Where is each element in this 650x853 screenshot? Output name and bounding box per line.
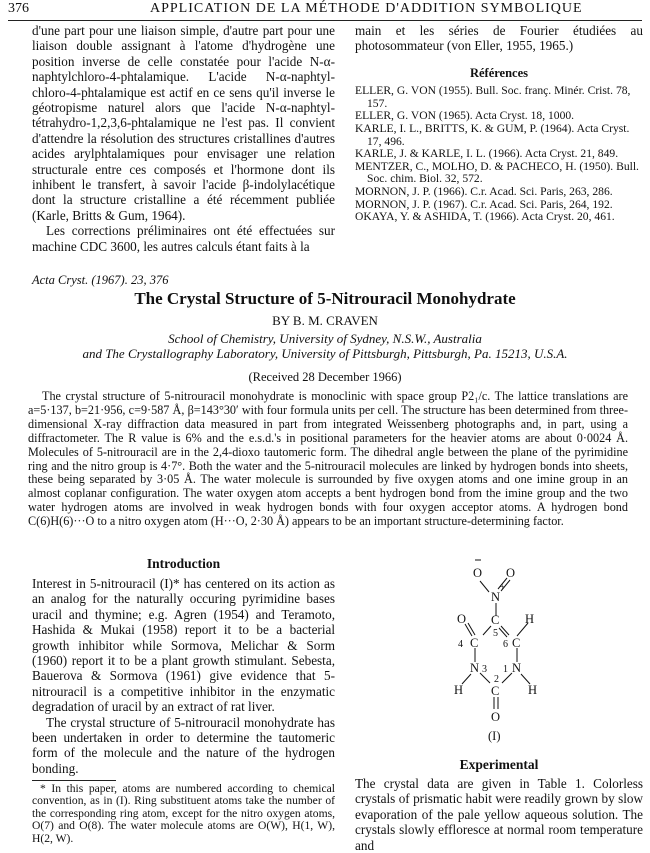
- footnote-rule: [32, 780, 116, 781]
- affiliation-1: School of Chemistry, University of Sydney, N.S.W., Australia: [168, 331, 482, 346]
- atom-n1: N: [512, 661, 522, 675]
- plus-charge: +: [500, 582, 506, 592]
- ring-number-2: 2: [494, 674, 499, 685]
- introduction-heading: Introduction: [146, 556, 221, 571]
- article-title: The Crystal Structure of 5-Nitrouracil Monohydrate: [134, 289, 516, 308]
- reference-item: MORNON, J. P. (1967). C.r. Acad. Sci. Paris, 264, 192.: [355, 197, 613, 211]
- affiliation-2: and The Crystallography Laboratory, University of Pittsburgh, Pittsburgh, Pa. 15213, U.S.A.: [82, 346, 568, 361]
- abstract: [28, 390, 628, 529]
- atom-h6: H: [525, 612, 535, 626]
- french-paragraph-1: d'une part pour une liaison simple, d'autre part pour une liaison double assignant à l'atome d'hydrogène une position inverse de celle constatée pour l'acide N-α-naphtylchloro-4-phtalamique. L'acide N-α-naphtyl-chloro-4-phtalamique est actif en ce sens qu'il inverse le géotropisme naturel alors que l'acide N-α-naphtyl-tétrahydro-1,2,3,6-phtalamique ne l'est pas. Il convient d'attendre la résolution des structures cristallines d'autres acides arylphtalamiques pour envisager une relation structurale entre ces composés et l'hormone dont ils inhibent le transfert, à savoir l'acide β-indolylacétique dont la structure cristalline a été récemment publiée (Karle, Britts & Gum, 1964).: [32, 23, 335, 223]
- atom-h3: H: [454, 683, 464, 697]
- introduction-body: [32, 576, 335, 776]
- reference-item: ELLER, G. VON (1965). Acta Cryst. 18, 1000.: [355, 109, 575, 123]
- ring-number-3: 3: [482, 664, 487, 675]
- bond-c4-o-a: [468, 623, 475, 635]
- references-list: [355, 85, 643, 224]
- reference-item: KARLE, J. & KARLE, I. L. (1966). Acta Cryst. 21, 849.: [355, 147, 619, 161]
- atom-n-nitro: N: [491, 590, 501, 604]
- ring-number-1: 1: [503, 664, 508, 675]
- atom-c4: C: [470, 636, 479, 650]
- journal-citation: Acta Cryst. (1967). 23, 376: [32, 273, 169, 287]
- references-heading: Références: [469, 65, 529, 80]
- experimental-body: [355, 776, 643, 853]
- ring-number-4: 4: [458, 639, 463, 650]
- atom-o2: O: [491, 710, 501, 724]
- structural-formula-5-nitrouracil: [420, 556, 580, 746]
- abstract-text: The crystal structure of 5-nitrouracil monohydrate is monoclinic with space group P2₁/c. The lattice translations are a=5·137, b=21·956, c=9·587 Å, β=143°30′ with four formula units per cell. The structure has been determined from three-dimensional X-ray diffraction data measured in part from integrated Weissenberg photographs and, in part, using a diffractometer. The R value is 6% and the e.s.d.'s in positional parameters for the heavier atoms are about 0·0024 Å. Molecules of 5-nitrouracil are in the 2,4-dioxo tautomeric form. The dihedral angle between the plane of the pyrimidine ring and the nitro group is 4·7°. Both the water and the 5-nitrouracil molecules are linked by hydrogen bonds into sheets, these being separated by 3·05 Å. The water molecule is surrounded by five oxygen atoms and one imine group in an almost coplanar configuration. The water oxygen atom accepts a bent hydrogen bond from the imine group and the two water hydrogen atoms are involved in weak hydrogen bonds with four oxygen acceptor atoms. A hydrogen bond C(6)H(6)···O to a nitro oxygen atom (H···O, 2·30 Å) appears to be an important structure-determining factor.: [28, 389, 628, 529]
- reference-item: OKAYA, Y. & ASHIDA, T. (1966). Acta Cryst. 20, 461.: [355, 210, 615, 224]
- french-paragraph-2: Les corrections préliminaires ont été effectuées sur machine CDC 3600, les autres calculs étant faits à la: [32, 223, 335, 254]
- running-title: APPLICATION DE LA MÉTHODE D'ADDITION SYMBOLIQUE: [150, 1, 583, 16]
- introduction-paragraph-2: The crystal structure of 5-nitrouracil monohydrate has been undertaken in order to determine the tautomeric form of the molecule and the nature of the hydrogen bonding.: [32, 714, 335, 776]
- french-continuation: main et les séries de Fourier étudiées au photosommateur (von Eller, 1955, 1965.): [355, 23, 643, 54]
- left-column-top: [32, 23, 335, 254]
- experimental-heading: Experimental: [459, 757, 539, 772]
- atom-o-nitro-right: O: [506, 566, 516, 580]
- atom-c2: C: [491, 684, 500, 698]
- reference-item: MENTZER, C., MOLHO, D. & PACHECO, H. (1950). Bull. Soc. chim. Biol. 32, 572.: [355, 159, 639, 186]
- ring-number-6: 6: [503, 639, 508, 650]
- bond-c4-o-b: [465, 624, 472, 636]
- experimental-paragraph-1: The crystal data are given in Table 1. Colorless crystals of prismatic habit were readily grown by slow evaporation of the pale yellow aqueous solution. The crystals slowly effloresce at normal room temperature and: [355, 776, 643, 853]
- reference-item: KARLE, I. L., BRITTS, K. & GUM, P. (1964). Acta Cryst. 17, 496.: [355, 122, 630, 148]
- reference-item: MORNON, J. P. (1966). C.r. Acad. Sci. Paris, 263, 286.: [355, 184, 613, 198]
- bond-c5-c4: [483, 626, 491, 635]
- atom-n3: N: [470, 661, 480, 675]
- header-rule: [8, 20, 642, 21]
- figure-caption: (I): [488, 729, 501, 743]
- page-number: 376: [8, 1, 29, 16]
- introduction-paragraph-1: Interest in 5-nitrouracil (I)* has centered on its action as an analog for the naturally occuring pyrimidine bases uracil and thymine; e.g. Agren (1954) and Teramoto, Hashida & Mukai (1958) report it to be a bacterial growth inhibitor while Sormova, Melichar & Sorm (1960) report it to be a plant growth stimulant. Sebesta, Bauerova & Sormova (1961) give evidence that 5-nitrouracil is a competitive inhibitor in the enzymatic degradation of uracil by an extract of rat liver.: [32, 576, 335, 715]
- bond-n3-h: [462, 674, 471, 684]
- atom-h1: H: [528, 683, 538, 697]
- right-column-top: [355, 23, 643, 224]
- received-date: (Received 28 December 1966): [248, 370, 402, 384]
- bond-c5-c6-b: [499, 628, 507, 637]
- bond-c5-c6-a: [501, 626, 509, 635]
- footnote-text: * In this paper, atoms are numbered according to chemical convention, as in (I). Ring substituent atoms take the number of the corresponding ring atom, except for the nitro oxygen atoms, O(7) and O(8). The water molecule atoms are O(W), H(1, W), H(2, W).: [32, 782, 335, 845]
- atom-o4: O: [457, 612, 467, 626]
- byline: BY B. M. CRAVEN: [272, 313, 378, 328]
- footnote: [32, 783, 335, 845]
- atom-o-nitro-top: O: [473, 566, 483, 580]
- ring-number-5: 5: [493, 628, 498, 639]
- bond-o-n: [480, 581, 489, 592]
- reference-item: ELLER, G. VON (1955). Bull. Soc. franç. Minér. Crist. 78, 157.: [355, 84, 631, 110]
- atom-c5: C: [491, 613, 500, 627]
- atom-c6: C: [512, 636, 521, 650]
